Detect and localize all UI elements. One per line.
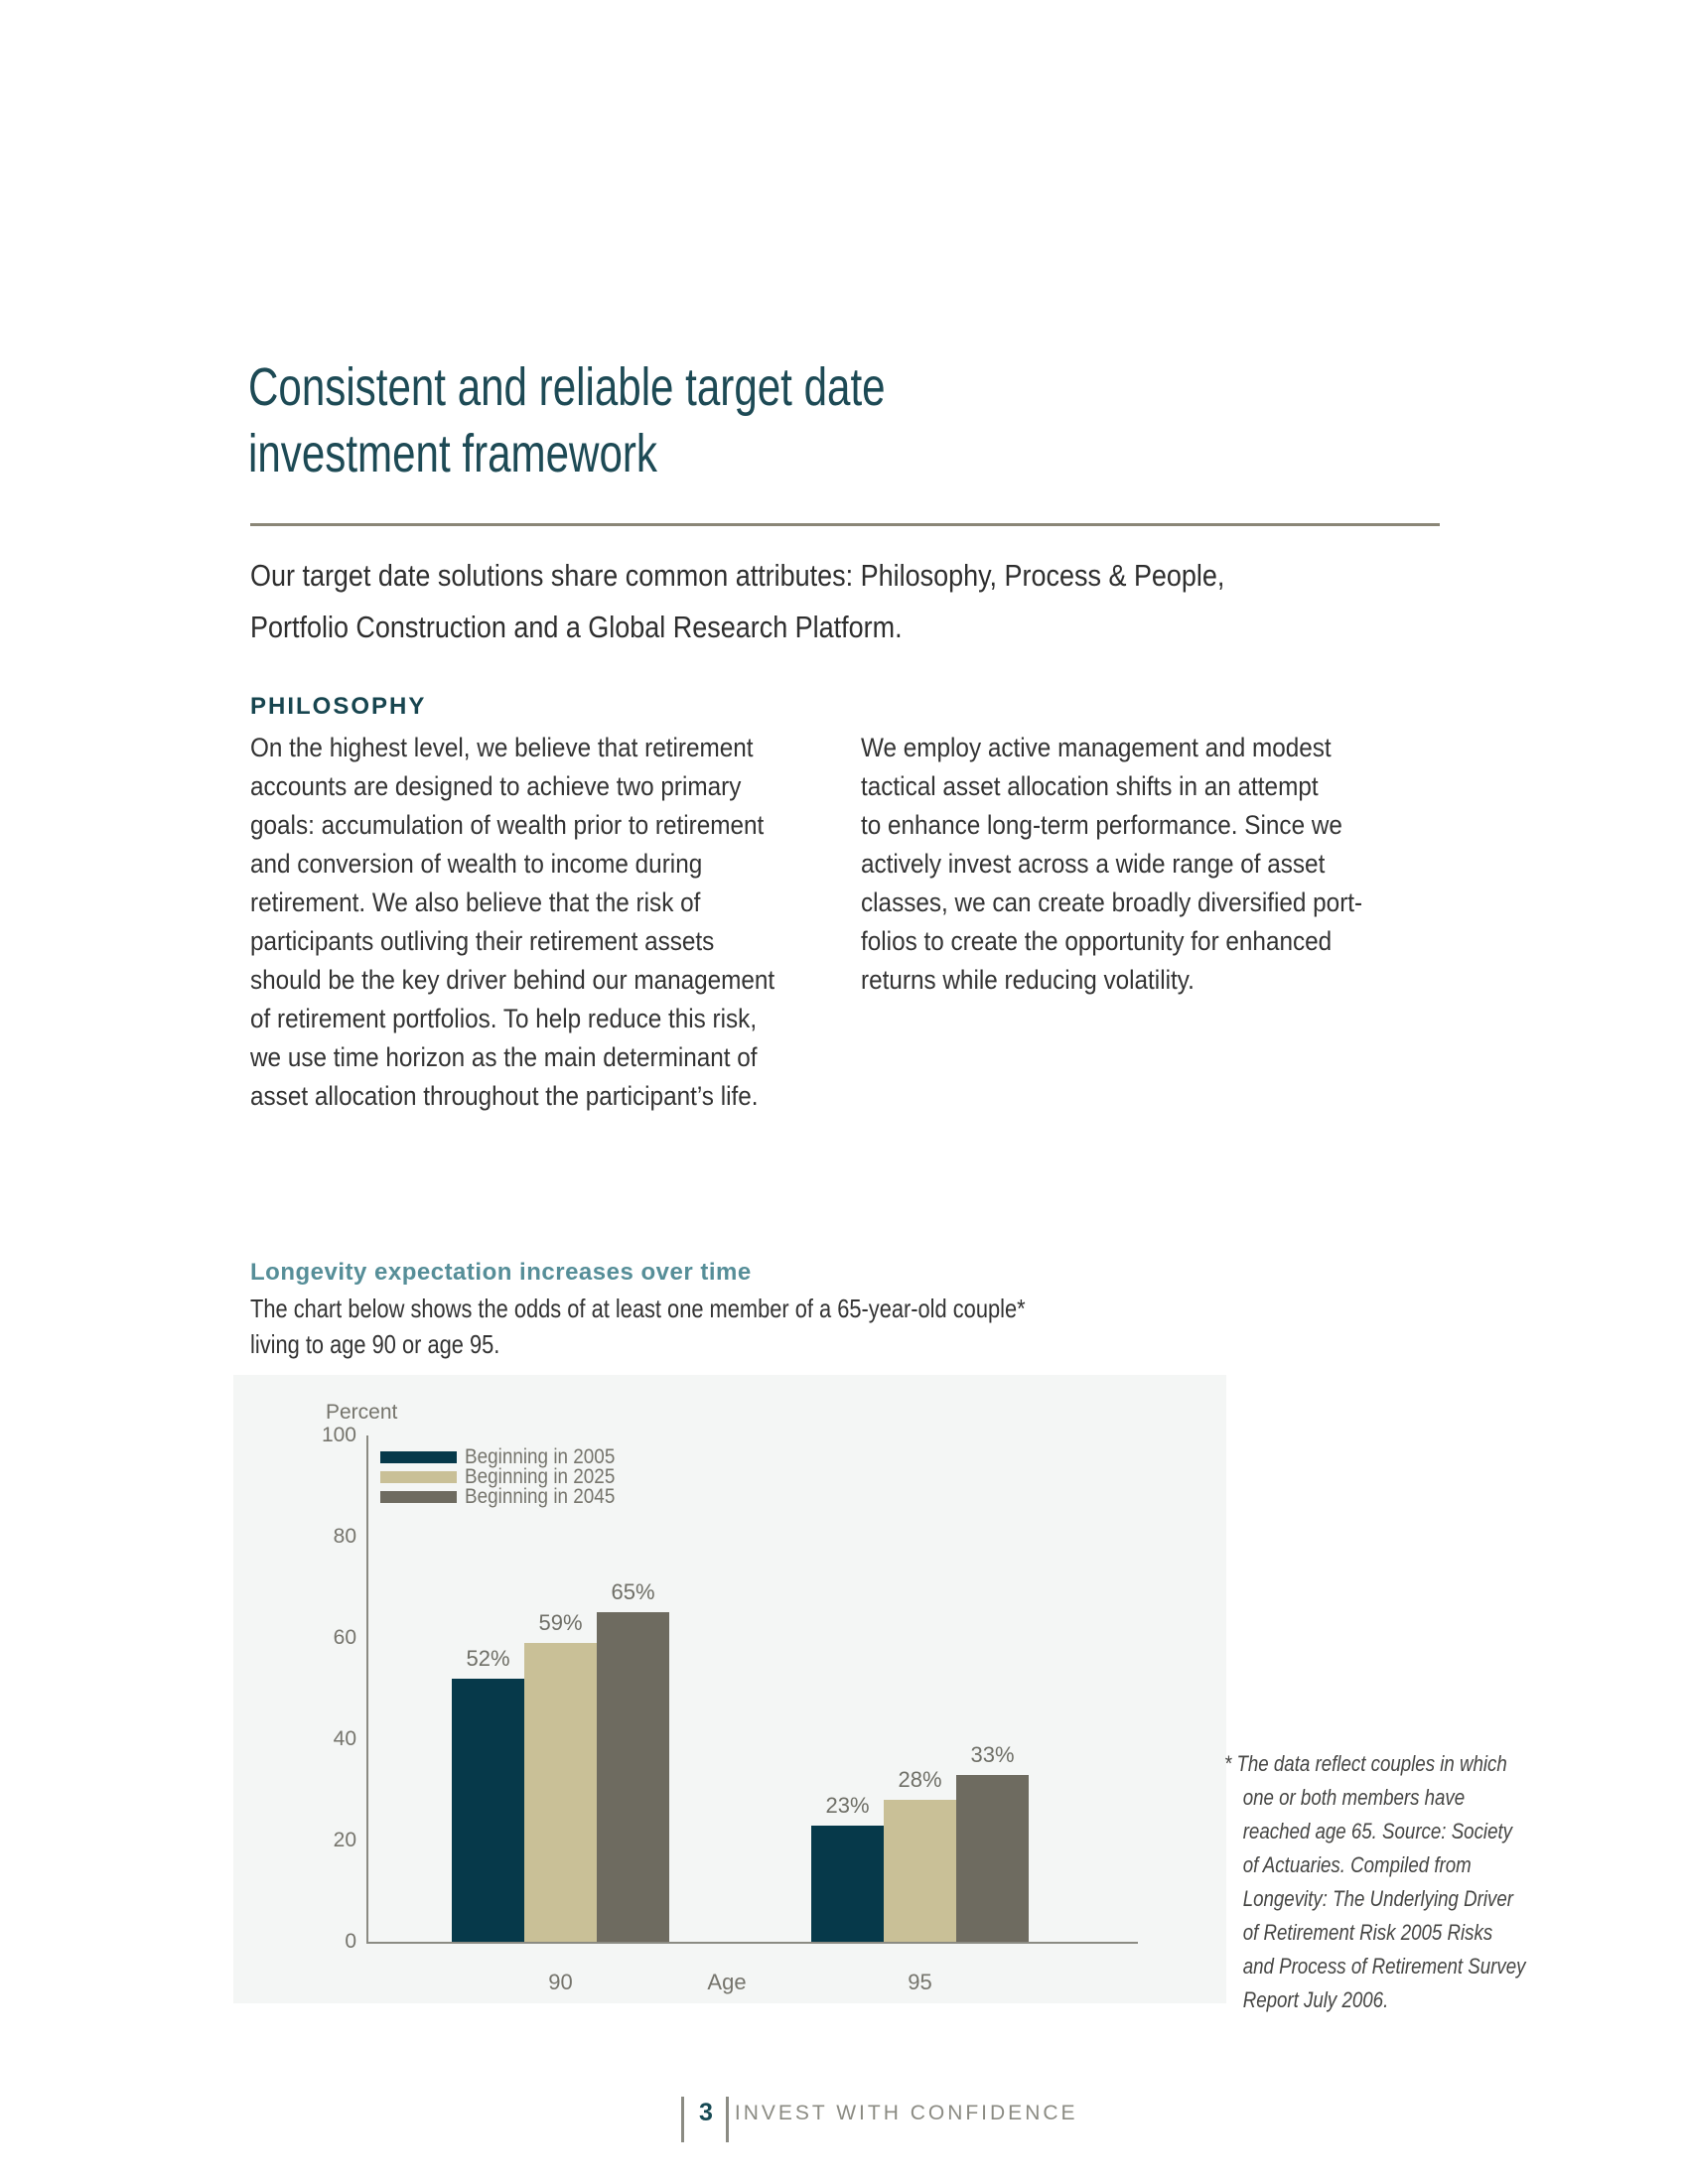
bar-age95-2045 xyxy=(956,1775,1029,1942)
text-line: On the highest level, we believe that retirement xyxy=(250,733,754,762)
text-line: asset allocation throughout the participant’s life. xyxy=(250,1081,759,1111)
footer-divider-bar xyxy=(681,2097,684,2142)
bar-value-label: 23% xyxy=(825,1793,870,1818)
footer-divider-bar xyxy=(726,2097,729,2142)
y-tick-label: 80 xyxy=(333,1525,356,1548)
bar-value-label: 52% xyxy=(466,1646,510,1671)
page-number: 3 xyxy=(699,2099,713,2126)
x-category-label: 95 xyxy=(908,1970,932,1994)
philosophy-column-right xyxy=(861,729,1418,1000)
bar-age95-2025 xyxy=(884,1800,956,1942)
text-line: one or both members have xyxy=(1242,1785,1466,1810)
bar-value-label: 65% xyxy=(611,1579,655,1604)
footer-tagline: INVEST WITH CONFIDENCE xyxy=(734,2102,1078,2124)
y-axis-line xyxy=(366,1435,368,1944)
text-line: we use time horizon as the main determinant of xyxy=(250,1042,758,1072)
bar-age90-2025 xyxy=(524,1643,597,1942)
text-line: actively invest across a wide range of asset xyxy=(861,849,1326,879)
text-line: participants outliving their retirement assets xyxy=(250,926,715,956)
title-divider-rule xyxy=(250,523,1440,526)
bar-age95-2005 xyxy=(811,1826,884,1942)
bar-value-label: 33% xyxy=(970,1742,1015,1767)
chart-section-title: Longevity expectation increases over time xyxy=(250,1259,752,1286)
legend-label: Beginning in 2005 xyxy=(465,1445,616,1468)
text-line: of Retirement Risk 2005 Risks xyxy=(1242,1920,1493,1945)
text-line: accounts are designed to achieve two primary xyxy=(250,771,742,801)
y-tick-label: 60 xyxy=(333,1626,356,1649)
x-axis-label: Age xyxy=(707,1970,747,1994)
bar-age90-2045 xyxy=(597,1612,669,1942)
y-tick-label: 40 xyxy=(333,1727,356,1750)
text-line: Portfolio Construction and a Global Research Platform. xyxy=(250,610,903,644)
text-line: and conversion of wealth to income during xyxy=(250,849,703,879)
x-category-label: 90 xyxy=(548,1970,573,1994)
legend-swatch-2005 xyxy=(380,1451,457,1463)
chart-section-intro xyxy=(250,1291,1173,1362)
legend-label: Beginning in 2045 xyxy=(465,1485,616,1508)
bar-value-label: 59% xyxy=(538,1610,583,1635)
text-line: to enhance long-term performance. Since we xyxy=(861,810,1342,840)
text-line: Consistent and reliable target date xyxy=(248,357,886,417)
text-line: * The data reflect couples in which xyxy=(1224,1751,1507,1776)
page-footer xyxy=(681,2097,1078,2142)
chart-footnote xyxy=(1224,1747,1579,2017)
text-line: folios to create the opportunity for enhanced xyxy=(861,926,1333,956)
text-line: investment framework xyxy=(248,424,657,483)
bar-value-label: 28% xyxy=(898,1767,942,1792)
philosophy-heading: PHILOSOPHY xyxy=(250,693,427,720)
y-tick-label: 100 xyxy=(321,1424,356,1446)
page-title xyxy=(248,354,1065,487)
bar-age90-2005 xyxy=(452,1679,524,1942)
text-line: tactical asset allocation shifts in an attempt xyxy=(861,771,1319,801)
text-line: should be the key driver behind our management xyxy=(250,965,775,995)
text-line: of Actuaries. Compiled from xyxy=(1242,1852,1472,1877)
text-line: classes, we can create broadly diversified port- xyxy=(861,887,1363,917)
y-axis-unit-label: Percent xyxy=(326,1401,398,1424)
intro-paragraph xyxy=(250,550,1370,653)
philosophy-column-left xyxy=(250,729,833,1116)
text-line: of retirement portfolios. To help reduce this risk, xyxy=(250,1004,758,1033)
text-line: returns while reducing volatility. xyxy=(861,965,1195,995)
y-tick-label: 20 xyxy=(333,1829,356,1851)
text-line: Our target date solutions share common attributes: Philosophy, Process & People, xyxy=(250,558,1225,593)
text-line: Report July 2006. xyxy=(1242,1987,1389,2012)
text-line: goals: accumulation of wealth prior to retirement xyxy=(250,810,765,840)
x-axis-line xyxy=(366,1942,1138,1944)
legend-swatch-2045 xyxy=(380,1491,457,1503)
text-line: living to age 90 or age 95. xyxy=(250,1329,500,1359)
y-tick-label: 0 xyxy=(345,1930,356,1953)
longevity-bar-chart xyxy=(233,1375,1226,2003)
text-line: and Process of Retirement Survey xyxy=(1242,1954,1526,1979)
text-line: reached age 65. Source: Society xyxy=(1242,1819,1513,1843)
text-line: Longevity: The Underlying Driver xyxy=(1242,1886,1514,1911)
legend-label: Beginning in 2025 xyxy=(465,1465,616,1488)
text-line: We employ active management and modest xyxy=(861,733,1332,762)
legend-swatch-2025 xyxy=(380,1471,457,1483)
text-line: retirement. We also believe that the risk of xyxy=(250,887,701,917)
text-line: The chart below shows the odds of at least one member of a 65-year-old couple* xyxy=(250,1294,1026,1323)
